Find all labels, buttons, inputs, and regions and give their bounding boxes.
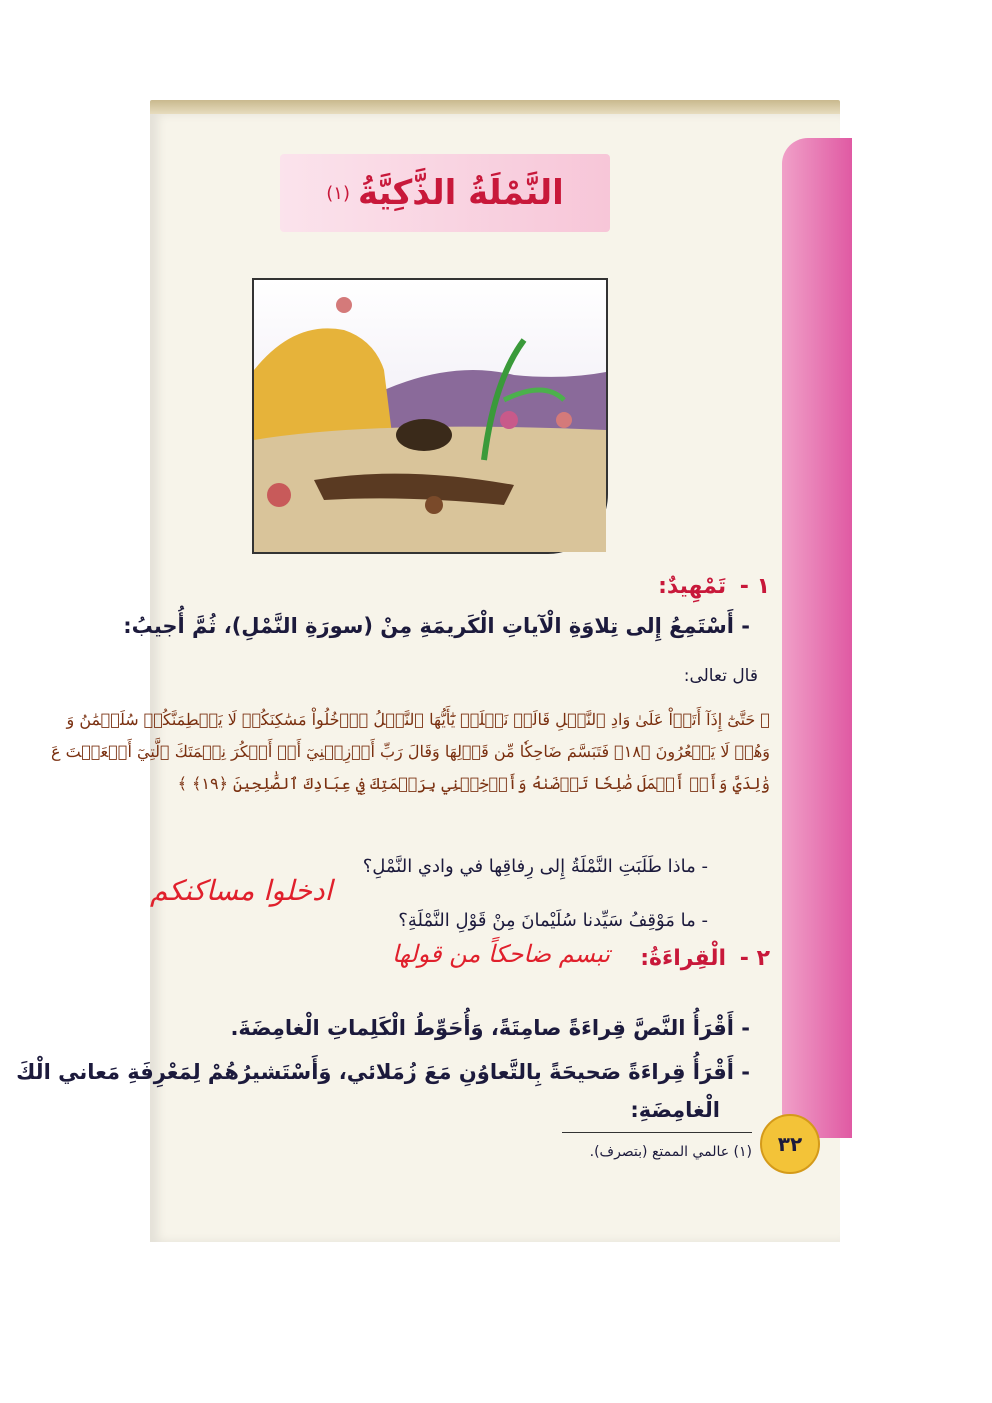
footnote-rule [562, 1132, 752, 1133]
pink-page-tab [782, 138, 852, 1138]
nest-entrance [396, 419, 452, 451]
verse-line-3: وَٰلِدَيَّ وَأَنۡ أَعۡمَلَ صَٰلِحٗا تَرۡضَىٰهُ وَأَدۡخِلۡنِي بِرَحۡمَتِكَ فِي عِبَادِكَ ٱلصَّٰلِحِينَ ﴿١٩﴾ ﴾ [177, 774, 770, 793]
section-1-title: تَمْهِيدٌ: [658, 574, 727, 599]
section-2-heading [640, 946, 770, 971]
ant-trench [425, 496, 443, 514]
ant-on-hill [336, 297, 352, 313]
question-2: - ما مَوْقِفُ سَيِّدنا سُلَيْمانَ مِنْ قَوْلِ النَّمْلَةِ؟ [398, 910, 708, 931]
ant-near-stalk [500, 411, 518, 429]
section-1-heading [658, 574, 770, 599]
handwritten-answer-2: تبسم ضاحكاً من قولها [392, 940, 610, 968]
page-title: النَّمْلَةُ الذَّكِيَّةُ [357, 173, 564, 213]
textbook-page [16, 114, 840, 1242]
listen-instruction: - أَسْتَمِعُ إِلى تِلاوَةِ الْآياتِ الْكَريمَةِ مِنْ (سورَةِ النَّمْلِ)، ثُمَّ أُجيبُ: [123, 614, 750, 638]
page-number-badge [760, 1114, 820, 1174]
page-number: ٣٢ [777, 1132, 803, 1156]
reading-instruction-3: الْغامِضَةِ: [630, 1098, 720, 1122]
footnote: (١) عالمي الممتع (بتصرف). [589, 1144, 752, 1160]
verse-line-1: ﴿ حَتَّىٰٓ إِذَآ أَتَوۡاْ عَلَىٰ وَادِ ٱلنَّمۡلِ قَالَتۡ نَمۡلَةٞ يَٰٓأَيُّهَا ٱلنَّمۡلُ ٱدۡخُلُواْ مَسَٰكِنَكُمۡ لَا يَحۡطِمَنَّكُمۡ سُلَيۡمَٰنُ وَ [66, 710, 770, 729]
reading-instruction-2: - أَقْرَأُ قِراءَةً صَحيحَةً بِالتَّعاوُنِ مَعَ زُمَلائي، وَأَسْتَشيرُهُمْ لِمَعْرِفَةِ مَعاني الْكَ [16, 1060, 750, 1084]
section-2-title: الْقِراءَةُ: [640, 946, 727, 971]
section-1-number: ١ - [739, 574, 770, 599]
ants-illustration [252, 278, 608, 554]
title-footnote-marker: (١) [326, 182, 350, 204]
illustration-svg [254, 280, 606, 552]
question-1: - ماذا طَلَبَتِ النَّمْلَةُ إِلى رِفاقِها في وادي النَّمْلِ؟ [362, 856, 708, 877]
handwritten-answer-1: ادخلوا مساكنكم [150, 874, 333, 907]
verse-line-2: وَهُمۡ لَا يَشۡعُرُونَ ﴿١٨﴾ فَتَبَسَّمَ ضَاحِكٗا مِّن قَوۡلِهَا وَقَالَ رَبِّ أَوۡزِعۡنِيٓ أَنۡ أَشۡكُرَ نِعۡمَتَكَ ٱلَّتِيٓ أَنۡعَمۡتَ عَ [50, 742, 770, 761]
reading-instruction-1: - أَقْرَأُ النَّصَّ قِراءَةً صامِتَةً، وَأُحَوِّطُ الْكَلِماتِ الْغامِضَةَ. [230, 1016, 750, 1040]
ant-corner [267, 483, 291, 507]
title-band [280, 154, 610, 232]
ant-right [556, 412, 572, 428]
qal-taala: قال تعالى: [683, 666, 758, 686]
section-2-number: ٢ - [739, 946, 770, 971]
